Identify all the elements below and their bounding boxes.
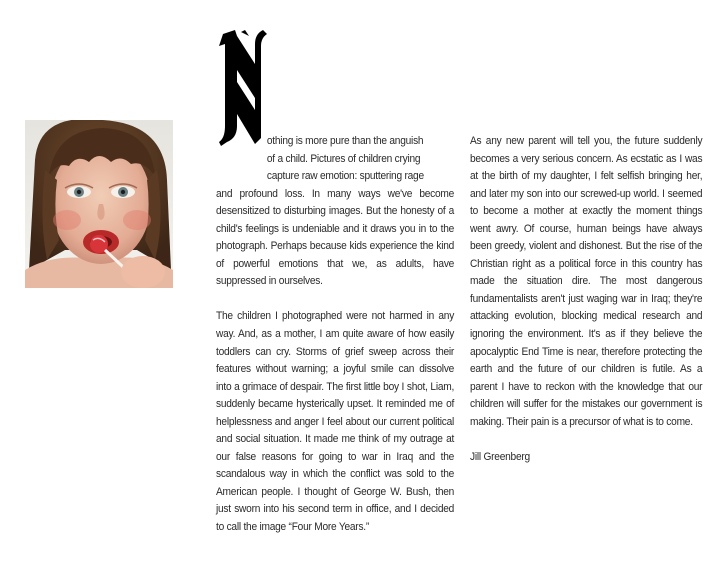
paragraph-new-parent: As any new parent will tell you, the future suddenly becomes a very serious concern. As ecstatic as I was at the birth of my daughter, I felt selfish bringing her, and later my son into our screwed-up world. I seemed to become a mother at exactly the moment things went awry. Of course, human beings have always been greedy, violent and dishonest. But the rise of the Christian right as a political force in this country has made the situation dire. The most dangerous fundamentalists aren't just waging war in Iraq; they're attacking evolution, blocking medical research and ignoring the environment. It's as if they believe the apocalyptic End Time is near, therefore protecting the earth and the future of our children is futile. As a parent I have to reckon with the knowledge that our children will suffer for the mistakes our government is making. Their pain is a precursor of what is to come. <box>470 135 703 428</box>
dropcap-glyph <box>215 30 269 150</box>
text-column-left <box>216 133 454 537</box>
lead-line-2: of a child. Pictures of children crying <box>266 152 421 165</box>
paragraph-intro-rest: and profound loss. In many ways we've become desensitized to disturbing images. But the honesty of a child's feelings is undeniable and it draws you in to the photograph. Perhaps because kids experience the kind of powerful emotions that we, as adults, have suppressed in ourselves. <box>216 187 455 288</box>
paragraph-children-photographed: The children I photographed were not harmed in any way. And, as a mother, I am quite aware of how easily toddlers can cry. Storms of grief sweep across their features without warning; a joyful smile can dissolve into a grimace of despair. The first little boy I shot, Liam, suddenly became hysterically upset. It reminded me of helplessness and anger I feel about our current political and social situation. It made me think of my outrage at our false reasons for going to war in Iraq and the scandalous way in which the conflict was sold to the American people. I thought of George W. Bush, then just sworn into his second term in office, and I decided to call the image “Four More Years.” <box>216 310 455 534</box>
lead-line-3: capture raw emotion: sputtering rage <box>266 170 424 183</box>
paragraph-intro <box>216 133 454 291</box>
blackletter-dropcap <box>215 30 269 150</box>
author-signature: Jill Greenberg <box>470 450 530 463</box>
crying-child-photo <box>25 120 173 288</box>
lead-line-1: othing is more pure than the anguish <box>266 135 424 147</box>
text-column-right <box>470 133 702 466</box>
